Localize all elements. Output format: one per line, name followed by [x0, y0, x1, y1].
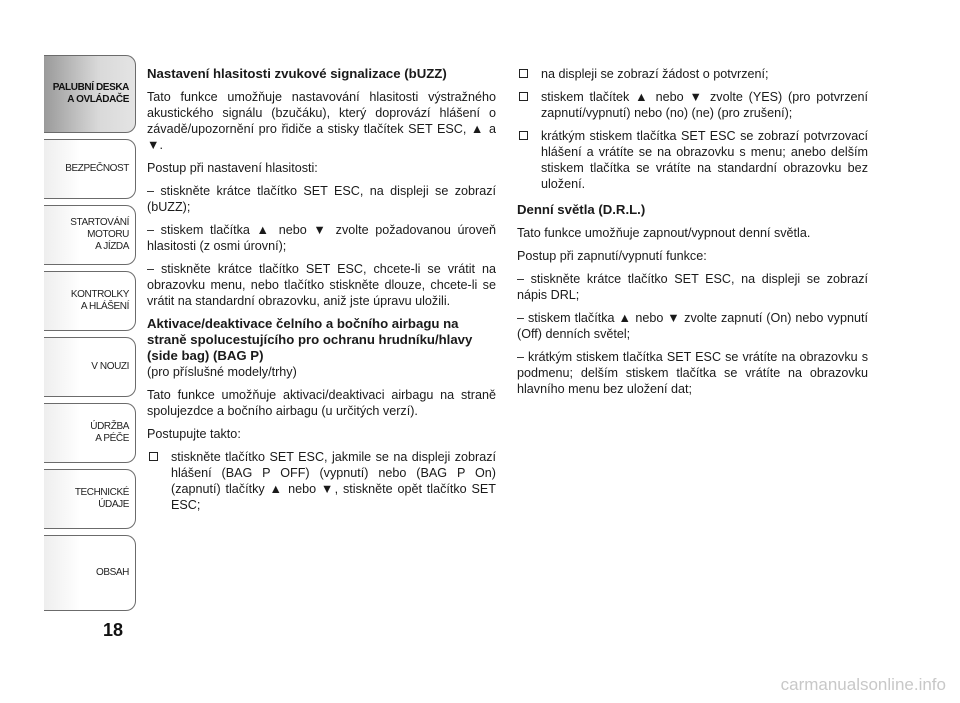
left-column [147, 66, 496, 520]
paragraph: Postup při zapnutí/vypnutí funkce: [517, 249, 707, 263]
heading-airbag: Aktivace/deaktivace čelního a bočního airbagu na straně spolucestujícího pro ochranu hrudníku/hlavy (side bag) (BAG P) [147, 316, 473, 363]
paragraph: – stiskněte krátce tlačítko SET ESC, chcete-li se vrátit na obrazovku menu, nebo tlačítko stiskněte dlouze, chcete-li se vrátit na standardní obrazovku, aniž jste úpravu uložili. [147, 262, 496, 308]
checkbox-bullet-icon [149, 452, 158, 461]
checkbox-bullet-icon [519, 131, 528, 140]
paragraph: – krátkým stiskem tlačítka SET ESC se vrátíte na obrazovku s podmenu; delším stiskem tlačítka se vrátíte na obrazovku hlavního menu bez uložení dat; [517, 350, 868, 396]
tab-label: KONTROLKY A HLÁŠENÍ [70, 289, 129, 312]
list-item [517, 89, 868, 121]
heading-daytime-lights: Denní světla (D.R.L.) [517, 202, 646, 217]
list-item [517, 66, 868, 82]
page-number: 18 [103, 620, 124, 640]
heading-buzzer-volume: Nastavení hlasitosti zvukové signalizace (bUZZ) [147, 66, 447, 81]
list-item-text: krátkým stiskem tlačítka SET ESC se zobrazí potvrzovací hlášení a vrátíte se na obrazovku s menu; anebo delším stiskem tlačítka se vrátíte na standardní obrazovku bez uložení. [541, 129, 868, 191]
paragraph: Postupujte takto: [147, 427, 241, 441]
paragraph: – stiskem tlačítka ▲ nebo ▼ zvolte požadovanou úroveň hlasitosti (z osmi úrovní); [147, 223, 496, 253]
list-item [147, 449, 496, 513]
checkbox-bullet-icon [519, 69, 528, 78]
tab-label: ÚDRŽBA A PÉČE [90, 421, 129, 444]
tab-palubni-deska[interactable] [44, 55, 136, 133]
paragraph: Postup při nastavení hlasitosti: [147, 161, 318, 175]
paragraph: – stiskněte krátce tlačítko SET ESC, na displeji se zobrazí nápis DRL; [517, 272, 868, 302]
paragraph: Tato funkce umožňuje nastavování hlasitosti výstražného akustického signálu (bzučáku), který doprovází hlášení o závadě/upozornění pro řidiče a stisky tlačítek SET ESC, ▲ a ▼. [147, 90, 496, 152]
paragraph: – stiskněte krátce tlačítko SET ESC, na displeji se zobrazí (bUZZ); [147, 184, 496, 214]
tab-label: TECHNICKÉ ÚDAJE [74, 487, 129, 510]
list-item [517, 128, 868, 192]
tab-kontrolky[interactable] [44, 271, 136, 331]
right-column [517, 66, 868, 404]
paragraph: Tato funkce umožňuje zapnout/vypnout denní světla. [517, 226, 811, 240]
tab-label: BEZPEČNOST [65, 163, 129, 174]
tab-v-nouzi[interactable] [44, 337, 136, 397]
tab-label: PALUBNÍ DESKA A OVLÁDAČE [52, 82, 129, 105]
list-item-text: stiskem tlačítek ▲ nebo ▼ zvolte (YES) (pro potvrzení zapnutí/vypnutí) nebo (no) (ne) (pro zrušení); [541, 90, 868, 120]
tab-udrzba[interactable] [44, 403, 136, 463]
list-item-text: stiskněte tlačítko SET ESC, jakmile se na displeji zobrazí hlášení (BAG P OFF) (vypnutí) nebo (BAG P On) (zapnutí) tlačítky ▲ nebo ▼, stiskněte opět tlačítko SET ESC; [171, 450, 496, 512]
tab-label: OBSAH [95, 567, 129, 578]
watermark: carmanualsonline.info [780, 675, 946, 694]
paragraph: Tato funkce umožňuje aktivaci/deaktivaci airbagu na straně spolujezdce a bočního airbagu (u určitých verzí). [147, 388, 496, 418]
heading-note: (pro příslušné modely/trhy) [147, 365, 297, 379]
tab-bezpecnost[interactable] [44, 139, 136, 199]
tab-technicke-udaje[interactable] [44, 469, 136, 529]
paragraph: – stiskem tlačítka ▲ nebo ▼ zvolte zapnutí (On) nebo vypnutí (Off) denních světel; [517, 311, 868, 341]
list-item-text: na displeji se zobrazí žádost o potvrzení; [541, 67, 769, 81]
checkbox-bullet-icon [519, 92, 528, 101]
tab-startovani[interactable] [44, 205, 136, 265]
tab-label: STARTOVÁNÍ MOTORU A JÍZDA [70, 217, 129, 252]
tab-obsah[interactable] [44, 535, 136, 611]
tab-label: V NOUZI [91, 361, 129, 372]
